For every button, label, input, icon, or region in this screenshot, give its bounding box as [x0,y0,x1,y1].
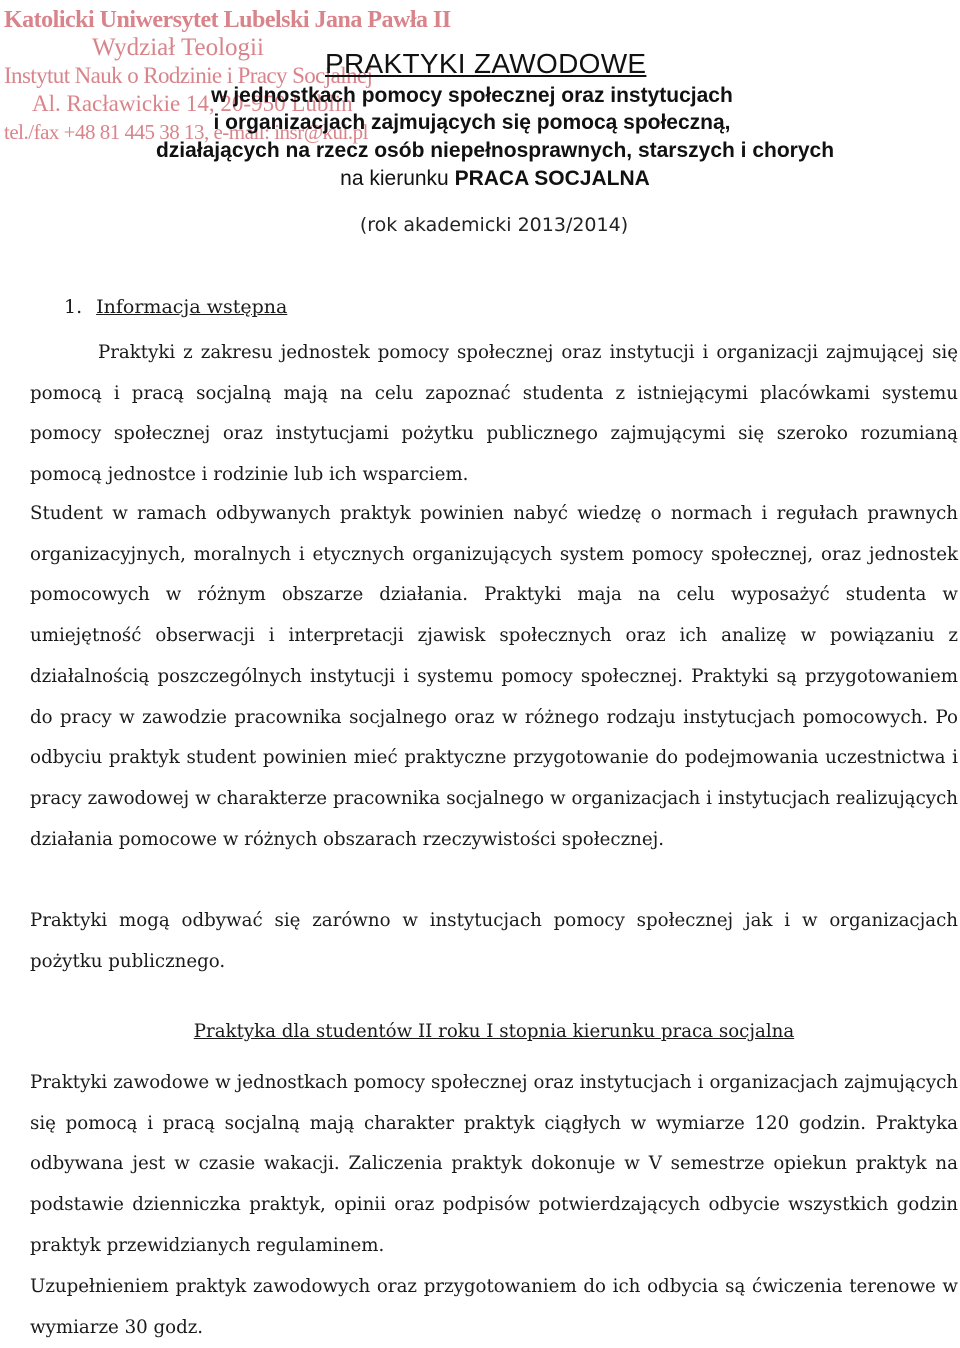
stamp-line-university: Katolicki Uniwersytet Lubelski Jana Pawła II [4,7,451,33]
section-1-paragraph-2 [30,494,958,860]
section-2-heading: Praktyka dla studentów II roku I stopnia kierunku praca socjalna [193,1021,795,1042]
paragraph-text: Praktyki mogą odbywać się zarówno w instytucjach pomocy społecznej jak i w organizacjach pożytku publicznego. [30,910,958,972]
document-subtitle-2: i organizacjach zajmujących się pomocą społeczną, [213,111,731,134]
stamp-line-institute: Instytut Nauk o Rodzinie i Pracy Socjalnej [4,63,373,88]
field-of-study: PRACA SOCJALNA [454,167,650,190]
stamp-line-address: Al. Racławickie 14, 20-950 Lublin [32,91,353,116]
document-subtitle-3: działających na rzecz osób niepełnosprawnych, starszych i chorych [155,139,835,162]
section-1-paragraph-1 [30,333,958,496]
section-2-paragraph-1 [30,1063,958,1267]
paragraph-text: Uzupełnieniem praktyk zawodowych oraz przygotowaniem do ich odbycia są ćwiczenia terenowe w wymiarze 30 godz. [30,1276,958,1338]
section-1-heading [64,296,287,318]
paragraph-text: Praktyki zawodowe w jednostkach pomocy społecznej oraz instytucjach i organizacjach zajmujących się pomocą i pracą socjalną mają charakter praktyk ciągłych w wymiarze 120 godzin. Praktyka odbywana jest w czasie wakacji. Zaliczenia praktyk dokonuje w V semestrze opiekun praktyk na podstawie dzienniczka praktyk, opinii oraz podpisów potwierdzających odbycie wszystkich godzin praktyk przewidzianych regulaminem. [30,1072,958,1256]
section-1-paragraph-3 [30,901,958,982]
subtitle-4-prefix: na kierunku [340,167,455,190]
document-subtitle-4 [15,167,960,191]
section-1-title: Informacja wstępna [96,296,288,318]
document-title: PRAKTYKI ZAWODOWE [325,48,647,79]
section-2-paragraph-2 [30,1267,958,1348]
section-1-number: 1. [64,296,83,318]
academic-year: (rok akademicki 2013/2014) [359,214,629,236]
document-subtitle-1: w jednostkach pomocy społecznej oraz instytucjach [211,84,733,107]
stamp-line-contact: tel./fax +48 81 445 38 13, e-mail: insr@kul.pl [4,120,368,144]
stamp-line-faculty: Wydział Teologii [92,34,264,61]
paragraph-text: Student w ramach odbywanych praktyk powinien nabyć wiedzę o normach i regułach prawnych organizacyjnych, moralnych i etycznych organizujących system pomocy społecznej, oraz jednostek pomocowych w różnym obszarze działania. Praktyki maja na celu wyposażyć studenta w umiejętność obserwacji i interpretacji zjawisk społecznych oraz ich analizę w powiązaniu z działalnością poszczególnych instytucji i systemu pomocy społecznej. Praktyki są przygotowaniem do pracy w zawodzie pracownika socjalnego oraz w różnego rodzaju instytucjach pomocowych. Po odbyciu praktyk student powinien mieć praktyczne przygotowanie do podejmowania uczestnictwa i pracy zawodowej w charakterze pracownika socjalnego w organizacjach i instytucjach realizujących działania pomocowe w różnych obszarach rzeczywistości społecznej. [30,503,958,850]
paragraph-text: Praktyki z zakresu jednostek pomocy społecznej oraz instytucji i organizacji zajmującej się pomocą i pracą socjalną mają na celu zapoznać studenta z istniejącymi placówkami systemu pomocy społecznej oraz instytucjami pożytku publicznego zajmującymi się szeroko rozumianą pomocą jednostce i rodzinie lub ich wsparciem. [30,342,958,486]
